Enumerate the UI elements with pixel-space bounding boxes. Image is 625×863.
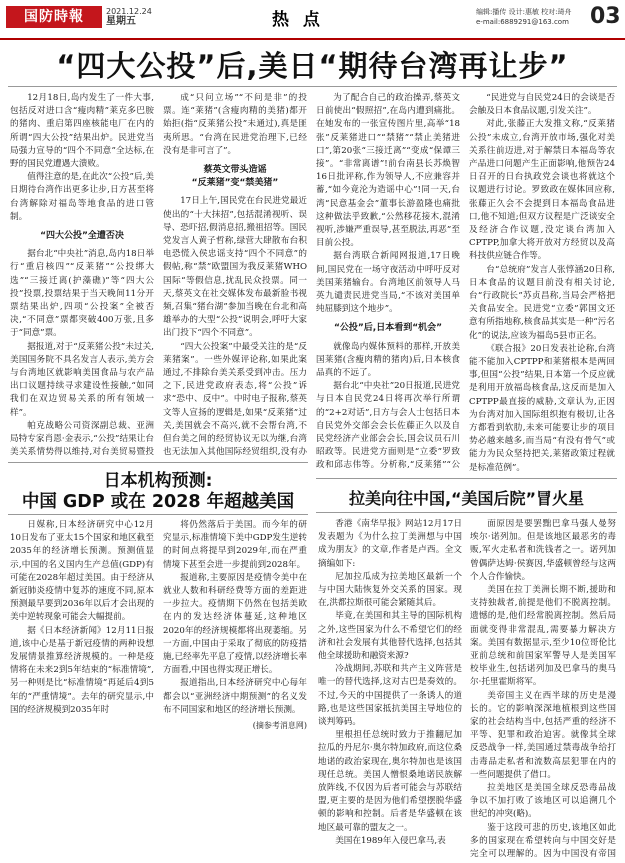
paragraph: 据台北“中央社”消息,岛内18日举行“重启核四”“反莱猪”“公投绑大选”“三接迁离(护藻礁)”等“四大公投”投票,投票结果于当天晚间11分开票结果出炉,四项“公投案”全被否决,“不同意”票都突破400万张,且多于“同意”票。 [10, 249, 154, 339]
paragraph: 据报道,对于“反莱猪公投”未过关,美国国务院不具名发言人表示,美方会与台湾地区就影响美国食品与农产品出口议题持续寻求建设性接触,“如同我们在双边贸易关系的所有领域一样”。 [10, 341, 154, 418]
paragraph: 12月18日,岛内发生了一件大事,包括反对进口含“瘦肉精”莱克多巴胺的猪肉、重启第四座核能电厂在内的所谓“四大公投”结果出炉。民进党当局强力宣导的“四个不同意”全达标,在野的国民党遭遇大溃败。 [10, 93, 154, 170]
paragraph: 值得注意的是,在此次“公投”后,美日期待台湾作出更多让步,日方甚至将台湾解除对福岛等地食品的进口管制。 [10, 172, 154, 222]
headline-divider [8, 86, 617, 87]
paragraph: 成“只问立场”“不问是非”的投票。连“莱猪”(含瘦肉精的美猪)都开始拒(指“反莱猪公投”未通过),真是匪夷所思。“台湾在民进党治理下,已经没有是非可言了”。 [163, 93, 307, 156]
editor-names: 编辑:播传 设计:惠敏 校对:琦舟 [476, 8, 572, 16]
weekday-text: 星期五 [106, 16, 136, 27]
paragraph: 对此,张藤正大发推文称,“反莱猪公投”未成立,台湾开放市场,强化对美关系往前迈进,对于解禁日本福岛等农产品进口问题产生正面影响,他预告24日召开的日台执政党会谈也将就这个议题进行讨论。罗致政在媒体回应称,张藤正久会不会提到日本福岛食品进口,他不知道;但双方议程是广泛谈安全及经济合作议题,没定谈台湾加入CPTPP,加拿大将开放对方经贸以及高科技供应链合作等。 [469, 119, 615, 262]
paragraph: “民进党与自民党24日的会谈是否会触及日本食品议题,引发关注”。 [469, 93, 615, 117]
paragraph: 据台湾联合新闻网报道,17日晚间,国民党在一场守夜活动中呼吁反对美国莱猪输台。台湾地区前领导人马英九谴责民进党当局,“不该对美国单纯屈膝到这个地步”。 [316, 251, 460, 315]
article2-headline-2: 中国 GDP 或在 2028 年超越美国 [21, 492, 295, 512]
paragraph: 美国在1989年入侵巴拿马,表 [335, 835, 446, 846]
date-text: 2021.12.24 [106, 7, 152, 16]
paragraph: 里根担任总统时致力于推翻尼加拉瓜的丹尼尔·奥尔特加政府,而这位桑地诺的政治家现在,奥尔特加也是该国现任总统。美国人憎恨桑地诺民族解放阵线,不仅因为后者可能会与苏联结盟,更主要的是因为他们希望摆脱华盛顿的影响和控制。后者是华盛顿在该地区最可靠的盟友之一。 [318, 730, 462, 833]
paragraph: 面原因是要罢黜巴拿马强人曼努埃尔·诺列加。但是该地区最恶劣的毒贩,军火走私者和洗钱者之一。诺列加曾偶萨达姆·侯赛因,华盛顿曾经与这两个人合作愉快。 [470, 519, 616, 582]
editor-credits [476, 7, 586, 27]
paragraph: 鉴于这段可悲的历史,该地区如此多的国家现在希望转向与中国交好是完全可以理解的。因为中国没有帝国 [470, 822, 616, 859]
paragraph: 将仍然落后于美国。而今年的研究显示,标准情境下美中GDP发生逆转的时间点将提早到2029年,而在严重情境下甚至会进一步提前到2028年。 [163, 520, 307, 570]
page-number: 03 [590, 4, 621, 29]
paragraph: 尼加拉瓜成为拉美地区最新一个与中国大陆恢复外交关系的国家。现在,洪都拉斯很可能会紧随其后。 [318, 571, 462, 609]
article3-column-1 [318, 518, 462, 859]
paragraph: 日媒称,日本经济研究中心12月10日发布了亚太15个国家和地区截至2035年的经济增长预测。预测值显示,中国的名义国内生产总值(GDP)有可能在2028年超过美国。由于经济从新冠肺炎疫情中复苏的速度不同,原本预测最早要到2036年以后才会出现的美中逆转现象可能会大幅提前。 [10, 520, 154, 623]
article2-headline-divider [8, 514, 308, 515]
article1-subhead-2: 蔡英文带头造谣 “反莱猪”变“禁美猪” [191, 165, 279, 189]
article2-byline: (摘参考消息网) [252, 721, 307, 731]
newspaper-logo: 国防時報 [6, 6, 102, 28]
article2-top-divider [8, 462, 308, 463]
article1-column-2 [163, 92, 307, 458]
paragraph: 毕竟,在美国和其主导的国际机构之外,这些国家为什么不希望它们的经济和社会发展有其他替代选择,包括其他全球援助和融资来源? [318, 611, 462, 662]
article2-column-1 [10, 519, 154, 859]
paragraph: 据《日本经济新闻》12月11日报道,该中心是基于新冠疫情的两种设想发展情景推算经济规模的。一种是疫情将在未来2到5年结束的“标准情境”,另一种则是比“标准情境”再延后4到5年的“严重情境”。去年的研究显示,中国的经济规模到2035年时 [10, 625, 154, 715]
article1-column-3 [316, 92, 460, 472]
article3-headline: 拉美向往中国,“美国后院”冒火星 [348, 489, 585, 508]
section-title: 热 点 [272, 10, 324, 30]
paragraph: 冷战期间,苏联和共产主义阵营是唯一的替代选择,这对古巴是奏效的。不过,今天的中国提供了一条诱人的道路,也是这些国家抵抗美国主导地位的谈判筹码。 [318, 664, 462, 728]
article1-subhead-3: “公投”后,日本看到“机会” [333, 323, 443, 334]
paragraph: “四大公投案”中最受关注的是“反莱猪案”。一些外媒评论称,如果此案通过,不排除台美关系受到冲击。压力之下,民进党政府表态,将“公投”诉求“恐中、反中”。中时电子报称,蔡英文等人宣扬的逻辑是,如果“反莱猪”过关,美国就会不高兴,就不会帮台湾,不但台美之间的经贸协议无以为继,台湾也无法加入其他国际经贸组织,没有办 [163, 341, 307, 458]
article3-headline-divider [316, 512, 617, 513]
paragraph: 据台北“中央社”20日报道,民进党与日本自民党24日将再次举行所谓的“2+2对话”,日方与会人士包括日本自民党外交部会会长佐藤正久以及自民党经济产业部会会长,国会议员石川昭政等。民进党方面则是“立委”罗致政和邱志伟等。分析称,“反莱猪”“公 [316, 381, 460, 471]
paragraph: 报道称,主要原因是疫情令美中在就业人数和科研经费等方面的差距进一步拉大。疫情期下仍然在包括美欧在内的发达经济体蔓延,这种地区2020年的经济规模都将出现萎缩。另一方面,中国由于采取了彻底的防疫措施,已经率先平息了疫情,以经济增长率方面看,中国也得实现正增长。 [163, 572, 307, 676]
paragraph: 帕克战略公司资深副总裁、亚洲局特专家肖恩·金表示,“公投”结果让台美关系情势得以维持,对台美贸易暨投 [10, 420, 154, 458]
paragraph: 就像岛内媒体预料的那样,开放美国莱猪(含瘦肉精的猪肉)后,日本核食品真的不远了。 [316, 341, 460, 379]
paragraph: 台“总统府”发言人张惇涵20日称,日本食品的议题目前没有相关讨论,台“行政院长”苏贞昌称,当局会严格把关食品安全。民进党“立委”郭国文还意有所指地称,核食品其实是一种“污名化”的说法,应该为福岛5县市正名。 [469, 264, 615, 341]
paragraph: 美国在拉丁美洲长期不断,援助和支持独裁者,前提是他们不脱离控制。遗憾的是,他们经常脱离控制。然后局面就变得非常混乱,需要暴力解决方案。美国有数据显示,至少10位哥伦比亚前总统和前国家军警导人是美国军校毕业生,包括诺列加及巴拿马的奥马尔·托里霍斯将军。 [470, 585, 616, 688]
paragraph: 《联合报》20日发表社论称,台湾能不能加入CPTPP和莱猪根本是两回事,但国“公投”结果,日本第一个反应就是利用开放福岛核食品,这反而是加入CPTPP最直接的威胁,文章认为,正因为台湾对加入国际组织抱有极切,让各方都看到软肋,未来可能要让步的项目势必越来越多,而当局“有没有骨气”或能力为民众坚持把关,莱猪政策过程就是标准范例”。 [469, 343, 615, 472]
paragraph: 为了配合自己的政治操弄,蔡英文日前使出“假照招”,在岛内遭到痛批。在她发布的一张宣传图片里,高举“18张”反莱猪进口”“禁猪”“禁止美猪进口”,第20张“三接迁离”“变成“保谭三接”。“非常离谱”!前台南县长苏焕智16日批评称,作为领导人,不应兼容并蓄,“如今竟沦为造谣中心”!同一天,台湾“民意基金会”董事长游盈隆也痛批这种做法乎致歉,“公然移花接木,混淆视听,涉嫌严重误导,甚至脱法,再恶”至目前公投。 [316, 93, 460, 249]
paragraph: 香港《南华早报》网站12月17日发表题为《为什么拉丁美洲想与中国成为朋友》的文章,作者是卢西。全文摘编如下: [318, 519, 462, 569]
article3-top-divider [316, 478, 617, 479]
main-headline: “四大公投”后,美日“期待台湾再让步” [56, 49, 569, 83]
article1-column-4 [469, 92, 615, 472]
article1-column-1 [10, 92, 154, 458]
issue-date [106, 7, 152, 27]
article2-headline-1: 日本机构预测: [103, 471, 213, 491]
paragraph: 美帝国主义在西半球的历史是漫长的。它的影响深深地植根到这些国家的社会结构当中,包括严重的经济不平等、犯罪和政治迫害。就像其全球反恐战争一样,美国通过禁毒战争给打击毒品走私者和流数高层犯罪在内的一些问题提供了借口。 [470, 690, 616, 780]
article2-column-2 [163, 519, 307, 859]
editor-email: e-mail:6889291@163.com [476, 18, 569, 26]
paragraph: 17日上午,国民党在台民进党最近使出的“十大抹招”,包括混淆视听、误导、恐吓招,假消息招,搬祖招等。国民党发言人黄子哲称,绿营大肆散布台积电恐慌入侯忠谣支持“四个不同意”的假帖,称“禁”欧盟国为我反莱猪WHO国际“等假信息,扰乱民众投票。同一天,蔡英文在社交媒体发布最新脸书视频,召集“猪台湖”参加当晚在台北和高雄举办的大型“公投”说明会,呼吁大家出门投下“四个不同意”。 [163, 196, 307, 339]
article1-subhead-1: “四大公投”全遭否决 [40, 231, 124, 242]
paragraph: 拉美地区是美国全球反恐毒品战争以不加打败了该地区可以追溯几个世纪的冲突(略)。 [470, 783, 616, 820]
paragraph: 报道指出,日本经济研究中心每年都会以“亚洲经济中期预测”的名义发布不同国家和地区的经济增长预测。 [163, 678, 307, 715]
article3-column-2 [470, 518, 616, 859]
